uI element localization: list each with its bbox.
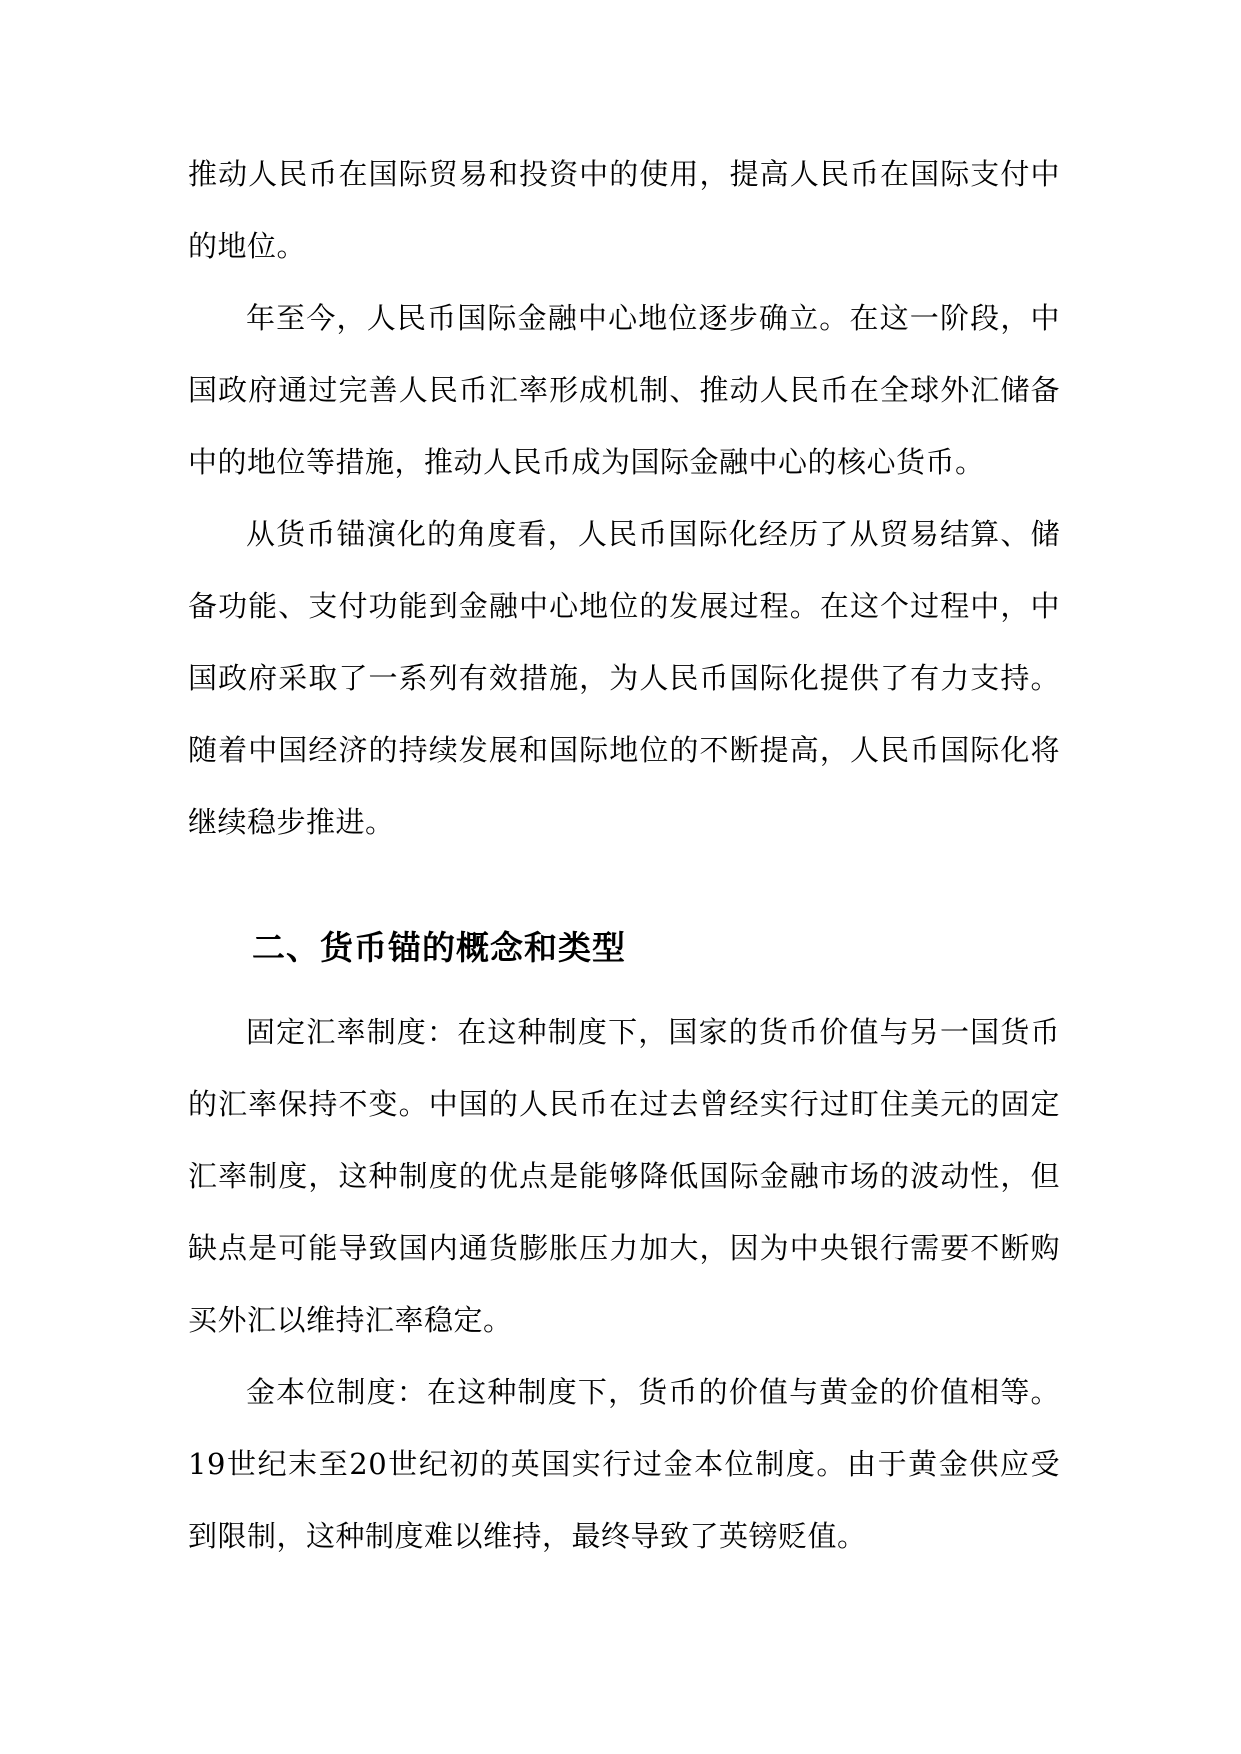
paragraph-financial-center: 年至今，人民币国际金融中心地位逐步确立。在这一阶段，中国政府通过完善人民币汇率形成机制、推动人民币在全球外汇储备中的地位等措施，推动人民币成为国际金融中心的核心货币。 — [188, 301, 1060, 479]
document-body — [188, 138, 1060, 1572]
paragraph-anchor-evolution: 从货币锚演化的角度看，人民币国际化经历了从贸易结算、储备功能、支付功能到金融中心地位的发展过程。在这个过程中，中国政府采取了一系列有效措施，为人民币国际化提供了有力支持。随着中国经济的持续发展和国际地位的不断提高，人民币国际化将继续稳步推进。 — [188, 517, 1060, 839]
paragraph-fixed-exchange-rate: 固定汇率制度：在这种制度下，国家的货币价值与另一国货币的汇率保持不变。中国的人民币在过去曾经实行过盯住美元的固定汇率制度，这种制度的优点是能够降低国际金融市场的波动性，但缺点是可能导致国内通货膨胀压力加大，因为中央银行需要不断购买外汇以维持汇率稳定。 — [188, 1015, 1060, 1337]
paragraph-continuation: 推动人民币在国际贸易和投资中的使用，提高人民币在国际支付中的地位。 — [188, 157, 1060, 263]
paragraph-gold-standard: 金本位制度：在这种制度下，货币的价值与黄金的价值相等。19世纪末至20世纪初的英国实行过金本位制度。由于黄金供应受到限制，这种制度难以维持，最终导致了英镑贬值。 — [188, 1375, 1060, 1553]
section-heading: 二、货币锚的概念和类型 — [252, 928, 626, 967]
